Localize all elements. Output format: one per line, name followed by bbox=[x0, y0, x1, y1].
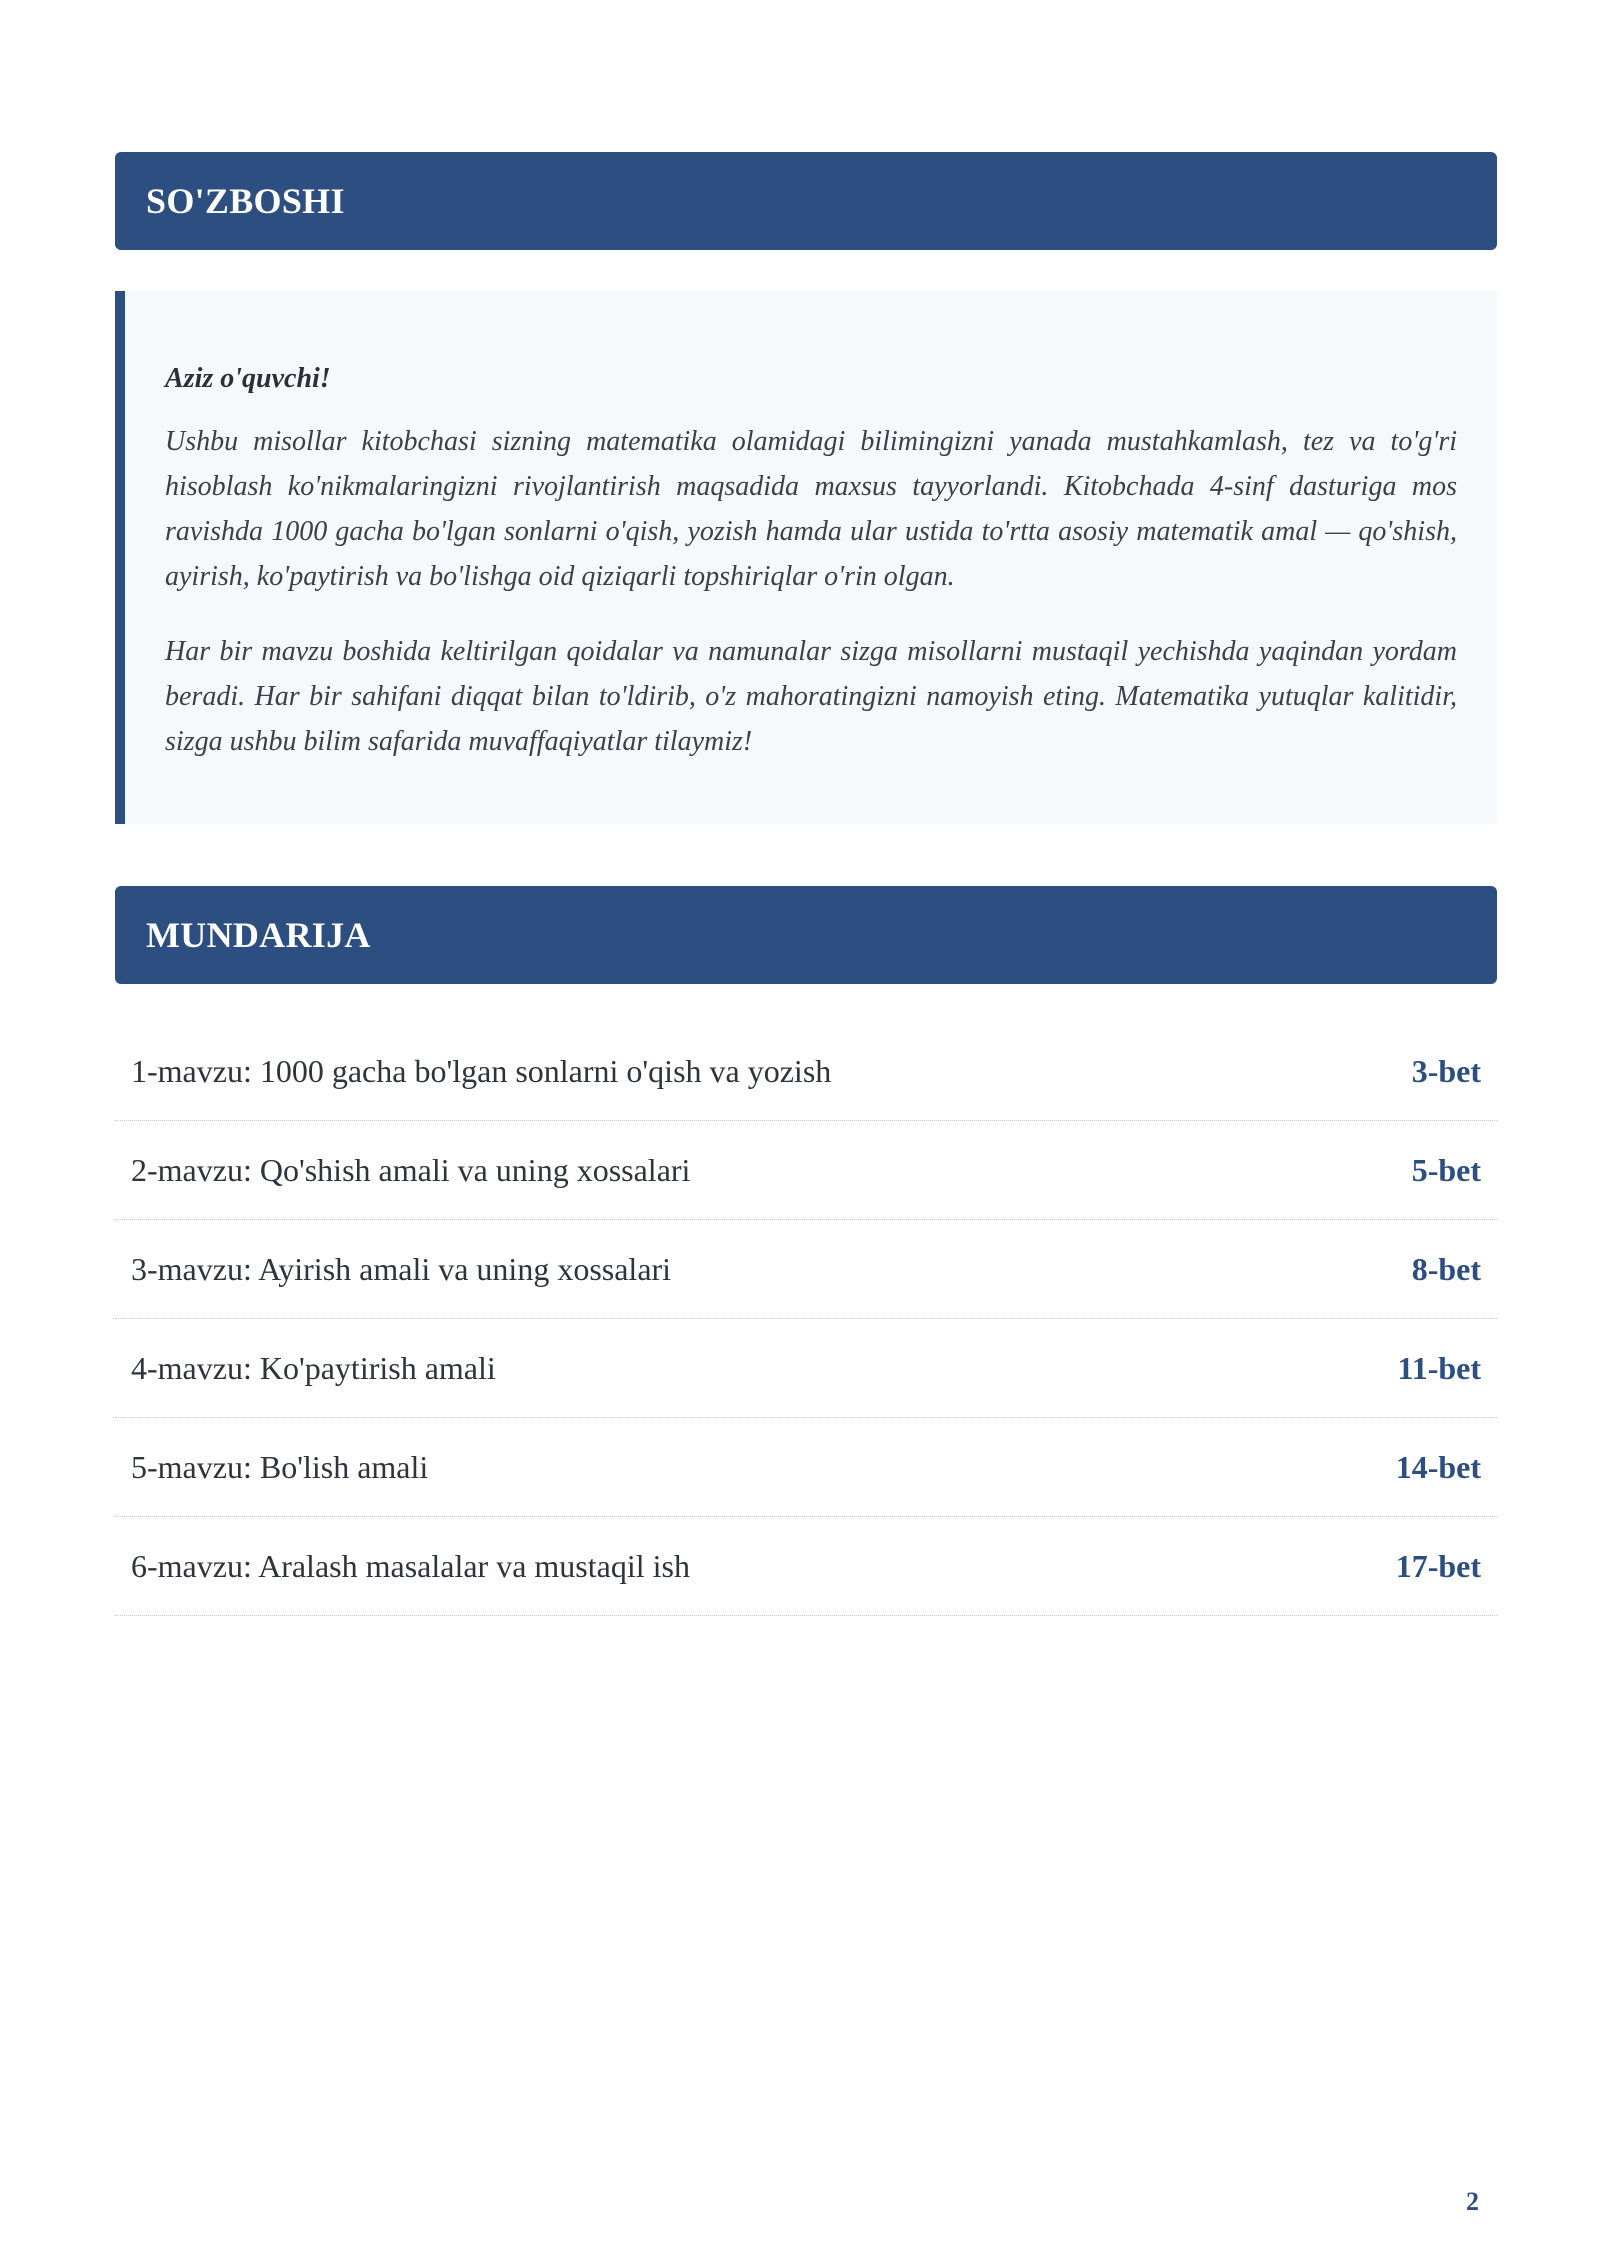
preface-box bbox=[115, 291, 1497, 824]
toc-heading-text: MUNDARIJA bbox=[146, 915, 371, 955]
toc-item-title: 3-mavzu: Ayirish amali va uning xossalari bbox=[131, 1250, 672, 1287]
toc-item-page: 5-bet bbox=[1411, 1151, 1481, 1188]
toc-item-title: 4-mavzu: Ko'paytirish amali bbox=[131, 1349, 496, 1386]
toc-item[interactable] bbox=[115, 1517, 1497, 1616]
page-number: 2 bbox=[1466, 2187, 1479, 2216]
toc-item[interactable] bbox=[115, 1121, 1497, 1220]
preface-greeting: Aziz o'quvchi! bbox=[165, 363, 331, 394]
toc-item-title: 2-mavzu: Qo'shish amali va uning xossalari bbox=[131, 1151, 691, 1188]
toc-item[interactable] bbox=[115, 1022, 1497, 1121]
toc-list bbox=[115, 1022, 1497, 1616]
toc-item-title: 6-mavzu: Aralash masalalar va mustaqil ish bbox=[131, 1547, 690, 1584]
toc-item-title: 1-mavzu: 1000 gacha bo'lgan sonlarni o'qish va yozish bbox=[131, 1052, 832, 1089]
preface-paragraph: Ushbu misollar kitobchasi sizning matematika olamidagi bilimingizni yanada mustahkamlash, tez va to'g'ri hisoblash ko'nikmalaringizni rivojlantirish maqsadida maxsus tayyorlandi. Kitobchada 4-sinf dasturiga mos ravishda 1000 gacha bo'lgan sonlarni o'qish, yozish hamda ular ustida to'rtta asosiy matematik amal — qo'shish, ayirish, ko'paytirish va bo'lishga oid qiziqarli topshiriqlar o'rin olgan. bbox=[165, 426, 1457, 592]
toc-item-page: 3-bet bbox=[1411, 1052, 1481, 1089]
preface-heading bbox=[115, 152, 1497, 250]
document-page bbox=[115, 152, 1497, 1632]
preface-heading-text: SO'ZBOSHI bbox=[146, 181, 345, 221]
toc-heading bbox=[115, 886, 1497, 984]
toc-item[interactable] bbox=[115, 1319, 1497, 1418]
toc-item-page: 8-bet bbox=[1411, 1250, 1481, 1287]
toc-item-page: 14-bet bbox=[1395, 1448, 1481, 1485]
toc-item[interactable] bbox=[115, 1418, 1497, 1517]
toc-item[interactable] bbox=[115, 1220, 1497, 1319]
preface-paragraph: Har bir mavzu boshida keltirilgan qoidalar va namunalar sizga misollarni mustaqil yechishda yaqindan yordam beradi. Har bir sahifani diqqat bilan to'ldirib, o'z mahoratingizni namoyish eting. Matematika yutuqlar kalitidir, sizga ushbu bilim safarida muvaffaqiyatlar tilaymiz! bbox=[165, 636, 1457, 757]
toc-item-page: 11-bet bbox=[1397, 1349, 1481, 1386]
toc-item-page: 17-bet bbox=[1395, 1547, 1481, 1584]
toc-item-title: 5-mavzu: Bo'lish amali bbox=[131, 1448, 429, 1485]
